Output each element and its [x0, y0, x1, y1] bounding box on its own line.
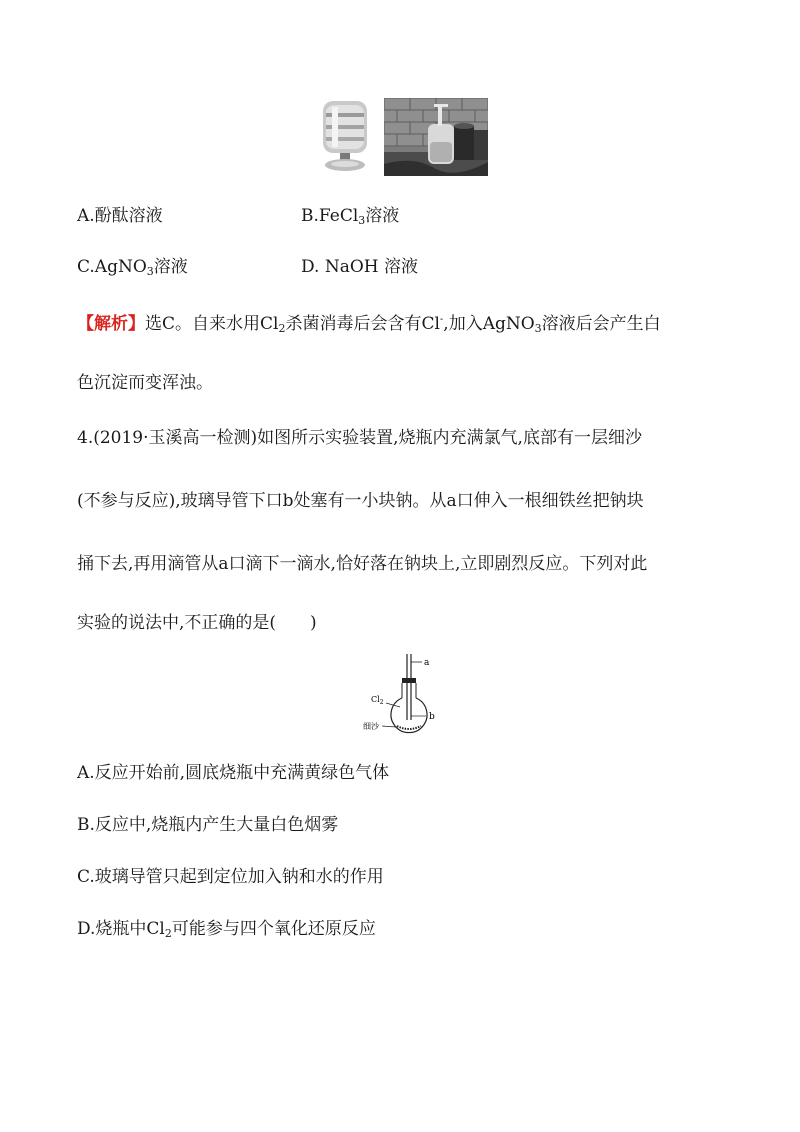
experiment-photo: [384, 98, 488, 176]
q4-option-d: D.烧瓶中$Cl_2$可能参与四个氧化还原反应: [77, 919, 376, 940]
explanation-tag: 【解析】: [77, 314, 145, 334]
q4-option-a: A.反应开始前,圆底烧瓶中充满黄绿色气体: [77, 763, 390, 783]
label-cl2: $Cl_2$: [371, 695, 384, 706]
label-sand: 细沙: [363, 722, 379, 731]
sand-layer: [397, 726, 421, 729]
q4-stem-line-1: 4.(2019·玉溪高一检测)如图所示实验装置,烧瓶内充满氯气,底部有一层细沙: [77, 428, 642, 448]
q3-explanation-line2: 色沉淀而变浑浊。: [77, 373, 213, 393]
q3-option-c: C.AgNO$_3$溶液: [77, 257, 188, 278]
q3-explanation: 【解析】选C。自来水用$Cl_2$杀菌消毒后会含有Cl-,加入AgNO$_3$溶液后会产生白: [77, 314, 661, 335]
q4-stem-line-3: 捅下去,再用滴管从a口滴下一滴水,恰好落在钠块上,立即剧烈反应。下列对此: [77, 554, 648, 574]
stopper: [402, 678, 416, 683]
label-a: a: [424, 658, 430, 668]
flask-apparatus-figure: [360, 652, 450, 736]
q4-option-c: C.玻璃导管只起到定位加入钠和水的作用: [77, 867, 384, 887]
round-bottom-flask: [391, 698, 427, 733]
q4-stem-line-2: (不参与反应),玻璃导管下口b处塞有一小块钠。从a口伸入一根细铁丝把钠块: [77, 491, 644, 511]
label-b: b: [429, 712, 435, 722]
q3-option-d: D. NaOH 溶液: [301, 257, 419, 277]
water-bottle-photo: [314, 95, 376, 175]
q4-option-b: B.反应中,烧瓶内产生大量白色烟雾: [77, 815, 339, 835]
q4-stem-line-4: 实验的说法中,不正确的是( ): [77, 613, 317, 633]
q3-option-a: A.酚酞溶液: [77, 206, 163, 226]
q3-option-b: B.FeCl$_3$溶液: [301, 206, 400, 227]
